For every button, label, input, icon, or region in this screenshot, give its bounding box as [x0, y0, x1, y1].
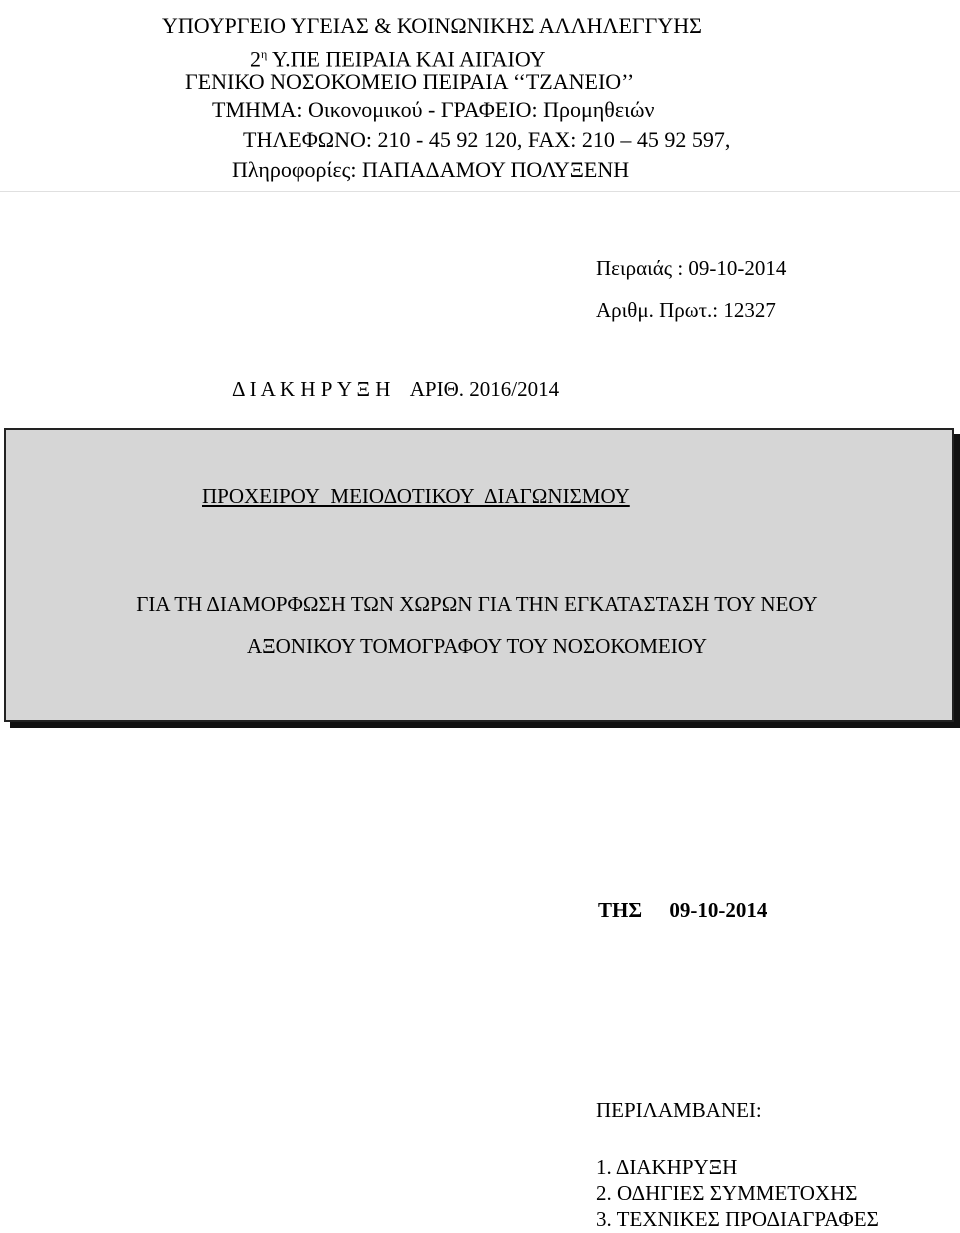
date-label: ΤΗΣ: [598, 898, 643, 922]
contents-list: [596, 1154, 879, 1232]
info-line: Πληροφορίες: ΠΑΠΑΔΑΜΟΥ ΠΟΛΥΞΕΝΗ: [232, 157, 630, 182]
declaration-heading: [232, 377, 559, 402]
department-line: ΤΜΗΜΑ: Οικονομικού - ΓΡΑΦΕΙΟ: Προμηθειών: [212, 97, 655, 122]
region-superscript: η: [261, 47, 268, 61]
tender-subject-line-1: ΓΙΑ ΤΗ ΔΙΑΜΟΡΦΩΣΗ ΤΩΝ ΧΩΡΩΝ ΓΙΑ ΤΗΝ ΕΓΚΑΤΑΣΤΑΣΗ ΤΟΥ ΝΕΟΥ: [136, 592, 818, 616]
contents-item: 3. ΤΕΧΝΙΚΕΣ ΠΡΟΔΙΑΓΡΑΦΕΣ: [596, 1207, 879, 1231]
date-value: 09-10-2014: [669, 898, 768, 922]
header-divider: [0, 188, 960, 192]
tender-title: ΠΡΟΧΕΙΡΟΥ ΜΕΙΟΔΟΤΙΚΟΥ ΔΙΑΓΩΝΙΣΜΟΥ: [202, 484, 630, 508]
tender-title-box: [4, 428, 954, 722]
contents-item: 1. ΔΙΑΚΗΡΥΞΗ: [596, 1155, 738, 1179]
phone-line: ΤΗΛΕΦΩΝΟ: 210 - 45 92 120, FAX: 210 – 45 92 597,: [243, 127, 731, 152]
date-line: [598, 898, 767, 923]
declaration-label: Δ Ι Α Κ Η Ρ Υ Ξ Η: [232, 377, 391, 401]
ministry-line: ΥΠΟΥΡΓΕΙΟ ΥΓΕΙΑΣ & ΚΟΙΝΩΝΙΚΗΣ ΑΛΛΗΛΕΓΓΥΗΣ: [162, 13, 702, 38]
region-name: Υ.ΠΕ ΠΕΙΡΑΙΑ ΚΑΙ ΑΙΓΑΙΟΥ: [271, 46, 546, 72]
contents-item: 2. ΟΔΗΓΙΕΣ ΣΥΜΜΕΤΟΧΗΣ: [596, 1181, 858, 1205]
declaration-number: ΑΡΙΘ. 2016/2014: [409, 377, 560, 401]
tender-subject-line-2: ΑΞΟΝΙΚΟΥ ΤΟΜΟΓΡΑΦΟΥ ΤΟΥ ΝΟΣΟΚΟΜΕΙΟΥ: [246, 634, 708, 658]
region-number: 2: [250, 46, 261, 72]
hospital-line: ΓΕΝΙΚΟ ΝΟΣΟΚΟΜΕΙΟ ΠΕΙΡΑΙΑ ‘‘ΤΖΑΝΕΙΟ’’: [185, 69, 635, 94]
protocol-number: Αριθμ. Πρωτ.: 12327: [596, 298, 776, 322]
place-date: Πειραιάς : 09-10-2014: [596, 256, 787, 280]
contents-heading: ΠΕΡΙΛΑΜΒΑΝΕΙ:: [596, 1098, 762, 1122]
